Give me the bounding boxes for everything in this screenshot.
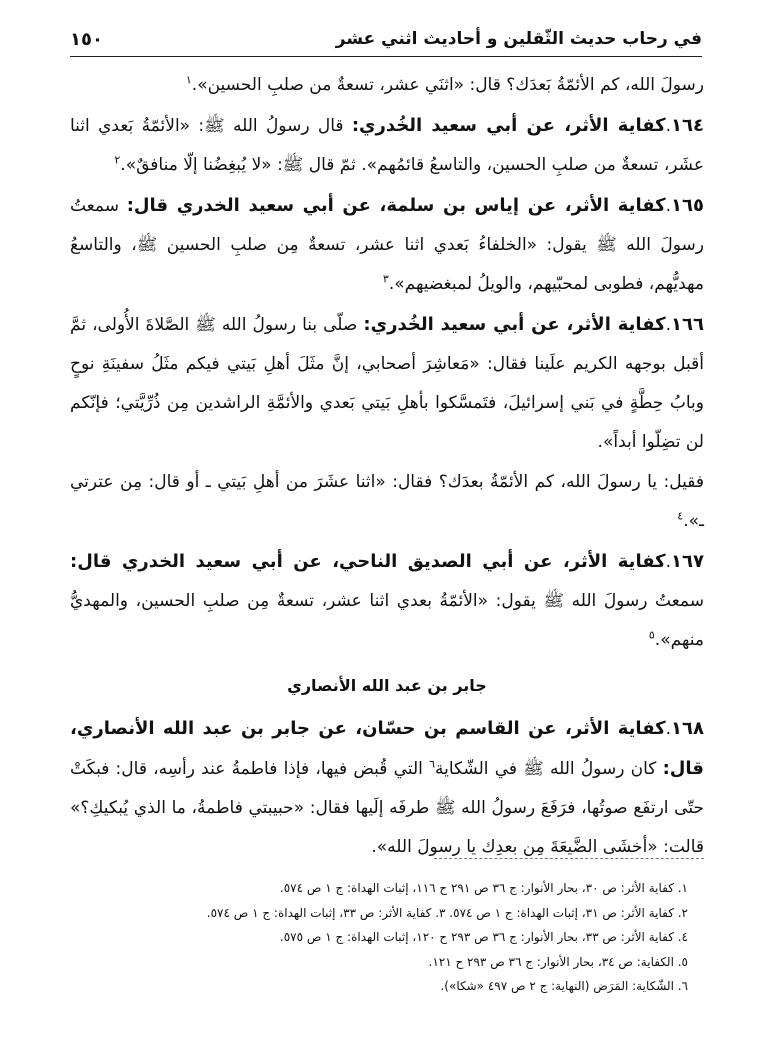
hadith-source: كفاية الأثر، عن أبي سعيد الخُدري: bbox=[351, 115, 666, 136]
hadith-166: ١٦٦.كفاية الأثر، عن أبي سعيد الخُدري: صلّى بنا رسولُ الله ﷺ الصَّلاةَ الأُولى، ثمَّ أقبل بوجهه الكريم علَينا فقال: «مَعاشِرَ أصحابي، إنَّ مثَلَ أهلِ بَيتي فيكم مثَلُ سفينَةِ نوحٍ وبابُ حِطَّةٍ في بَني إسرائيلَ، فتَمسَّكوا بأهلِ بَيتي بَعدي والأئمَّةِ الراشدين مِن ذُرِّيَّتي؛ فإنّكم لن تضِلّوا أبداً». bbox=[70, 314, 704, 452]
footnote-ref[interactable]: ٤ bbox=[677, 509, 684, 523]
hadith-168: ١٦٨.كفاية الأثر، عن القاسم بن حسّان، عن جابر بن عبد الله الأنصاري، قال: كان رسولُ الله ﷺ في الشّكاية$^٦$ التي قُبض فيها، فإذا فاطمةُ عند رأسِه، قال: فبكَتْ حتّى ارتفَع صوتُها، فرَفَعَ رسولُ الله ﷺ طرفَه إلَيها فقال: «حبيبتي فاطمةُ، ما الذي يُبكيكِ؟» قالت: «أخشَى الضَّيعَةَ مِن بعدِك يا رسولَ الله». bbox=[70, 718, 704, 857]
footnote-ref[interactable]: ٥ bbox=[648, 628, 655, 642]
hadith-166-continued: فقيل: يا رسولَ الله، كم الأئمّةُ بعدَك؟ فقال: «اثنا عشَرَ من أهلِ بَيتي ـ أو قال: مِن عترتي ـ».$^٤$ bbox=[70, 472, 704, 531]
footnote-separator bbox=[434, 858, 704, 859]
hadith-165: ١٦٥.كفاية الأثر، عن إياس بن سلمة، عن أبي سعيد الخدري قال: سمعتُ رسولَ الله ﷺ يقول: «الخلفاءُ بَعدي اثنا عشر، تسعةٌ مِن صلبِ الحسين ﷺ، والتاسعُ مهديُّهم، فطوبى لمحبّيهم، والويلُ لمبغضيهم».$^٣$ bbox=[70, 195, 704, 294]
footnote-ref[interactable]: ٢ bbox=[114, 153, 121, 167]
footnote-ref[interactable]: ٣ bbox=[382, 272, 389, 286]
hadith-text: التي قُبض فيها، فإذا فاطمةُ عند رأسِه، قال: فبكَتْ حتّى ارتفَع صوتُها، فرَفَعَ رسولُ الله ﷺ طرفَه إلَيها فقال: «حبيبتي فاطمةُ، ما الذي يُبكيكِ؟» قالت: «أخشَى الضَّيعَةَ مِن بعدِك يا رسولَ الله». bbox=[70, 759, 704, 857]
footnote-ref[interactable]: ١ bbox=[185, 73, 192, 87]
footnote-6: ٦. الشّكاية: المَرَض (النهاية: ج ٢ ص ٤٩٧ «شكا»). bbox=[440, 979, 688, 993]
hadith-164: ١٦٤.كفاية الأثر، عن أبي سعيد الخُدري: قال رسولُ الله ﷺ: «الأئمّةُ بَعدي اثنا عشَر، تسعةٌ من صلبِ الحسين، والتاسعُ قائمُهم». ثمّ قال ﷺ: «لا يُبغِضُنا إلّا منافقٌ».$^٢$ bbox=[70, 115, 704, 175]
page-number: ١٥٠ bbox=[70, 28, 103, 50]
hadith-number: ١٦٨ bbox=[671, 718, 704, 739]
hadith-text: كان رسولُ الله ﷺ في الشّكاية bbox=[435, 759, 663, 779]
hadith-source: كفاية الأثر، عن القاسم بن حسّان، عن جابر بن عبد الله الأنصاري، قال: bbox=[70, 718, 704, 779]
running-header bbox=[70, 22, 702, 57]
hadith-167: ١٦٧.كفاية الأثر، عن أبي الصديق الناحي، عن أبي سعيد الخدري قال: سمعتُ رسولَ الله ﷺ يقول: «الأئمّةُ بعدي اثنا عشر، تسعةٌ مِن صلبِ الحسين، والمهديُّ منهم».$^٥$ bbox=[70, 551, 704, 650]
footnote-5: ٥. الكفاية: ص ٣٤، بحار الأنوار: ج ٣٦ ص ٢٩٣ ح ١٢١. bbox=[428, 954, 688, 969]
hadith-source: كفاية الأثر، عن أبي الصديق الناحي، عن أبي سعيد الخدري قال: bbox=[70, 551, 666, 572]
hadith-number: ١٦٥ bbox=[671, 195, 704, 216]
book-title: في رحاب حديث الثّقلين و أحاديث اثني عشر bbox=[335, 29, 702, 49]
hadith-source: كفاية الأثر، عن إياس بن سلمة، عن أبي سعيد الخدري قال: bbox=[126, 195, 666, 216]
footnote-1: ١. كفاية الأثر: ص ٣٠، بحار الأنوار: ج ٣٦ ص ٢٩١ ح ١١٦، إثبات الهداة: ج ١ ص ٥٧٤. bbox=[279, 881, 688, 895]
hadith-text: قال رسولُ الله ﷺ: «الأئمّةُ بَعدي اثنا عشَر، تسعةٌ من صلبِ الحسين، والتاسعُ قائمُهم». ثمّ قال ﷺ: «لا يُبغِضُنا إلّا منافقٌ». bbox=[70, 116, 704, 175]
hadith-text: صلّى بنا رسولُ الله ﷺ الصَّلاةَ الأُولى، ثمَّ أقبل بوجهه الكريم علَينا فقال: «مَعاشِرَ أصحابي، إنَّ مثَلَ أهلِ بَيتي فيكم مثَلُ سفينَةِ نوحٍ وبابُ حِطَّةٍ في بَني إسرائيلَ، فتَمسَّكوا بأهلِ بَيتي بَعدي والأئمَّةِ الراشدين مِن ذُرِّيَّتي؛ فإنّكم لن تضِلّوا أبداً». bbox=[70, 315, 704, 452]
footnotes bbox=[70, 876, 688, 999]
hadith-number: ١٦٦ bbox=[671, 314, 704, 335]
hadith-number: ١٦٧ bbox=[671, 551, 704, 572]
footnote-2-3: ٢. كفاية الأثر: ص ٣١، إثبات الهداة: ج ١ ص ٥٧٤. ٣. كفاية الأثر: ص ٣٣، إثبات الهداة: ج ١ ص ٥٧٤. bbox=[206, 905, 688, 920]
hadith-text: سمعتُ رسولَ الله ﷺ يقول: «الأئمّةُ بعدي اثنا عشر، تسعةٌ مِن صلبِ الحسين، والمهديُّ منهم». bbox=[70, 591, 704, 650]
hadith-text: سمعتُ رسولَ الله ﷺ يقول: «الخلفاءُ بَعدي اثنا عشر، تسعةٌ مِن صلبِ الحسين ﷺ، والتاسعُ مهديُّهم، فطوبى لمحبّيهم، والويلُ لمبغضيهم». bbox=[70, 196, 704, 294]
footnote-ref[interactable]: ٦ bbox=[429, 757, 435, 771]
hadith-source: كفاية الأثر، عن أبي سعيد الخُدري: bbox=[363, 314, 666, 335]
section-heading: جابر بن عبد الله الأنصاري bbox=[287, 676, 487, 695]
main-text bbox=[70, 66, 704, 868]
hadith-number: ١٦٤ bbox=[671, 115, 704, 136]
paragraph-163-end: رسولَ الله، كم الأئمّةُ بَعدَك؟ قال: «اثنَي عشر، تسعةٌ من صلبِ الحسين».$^١$ bbox=[185, 73, 704, 95]
footnote-4: ٤. كفاية الأثر: ص ٣٣، بحار الأنوار: ج ٣٦ ص ٢٩٣ ح ١٢٠، إثبات الهداة: ج ١ ص ٥٧٥. bbox=[279, 930, 688, 944]
